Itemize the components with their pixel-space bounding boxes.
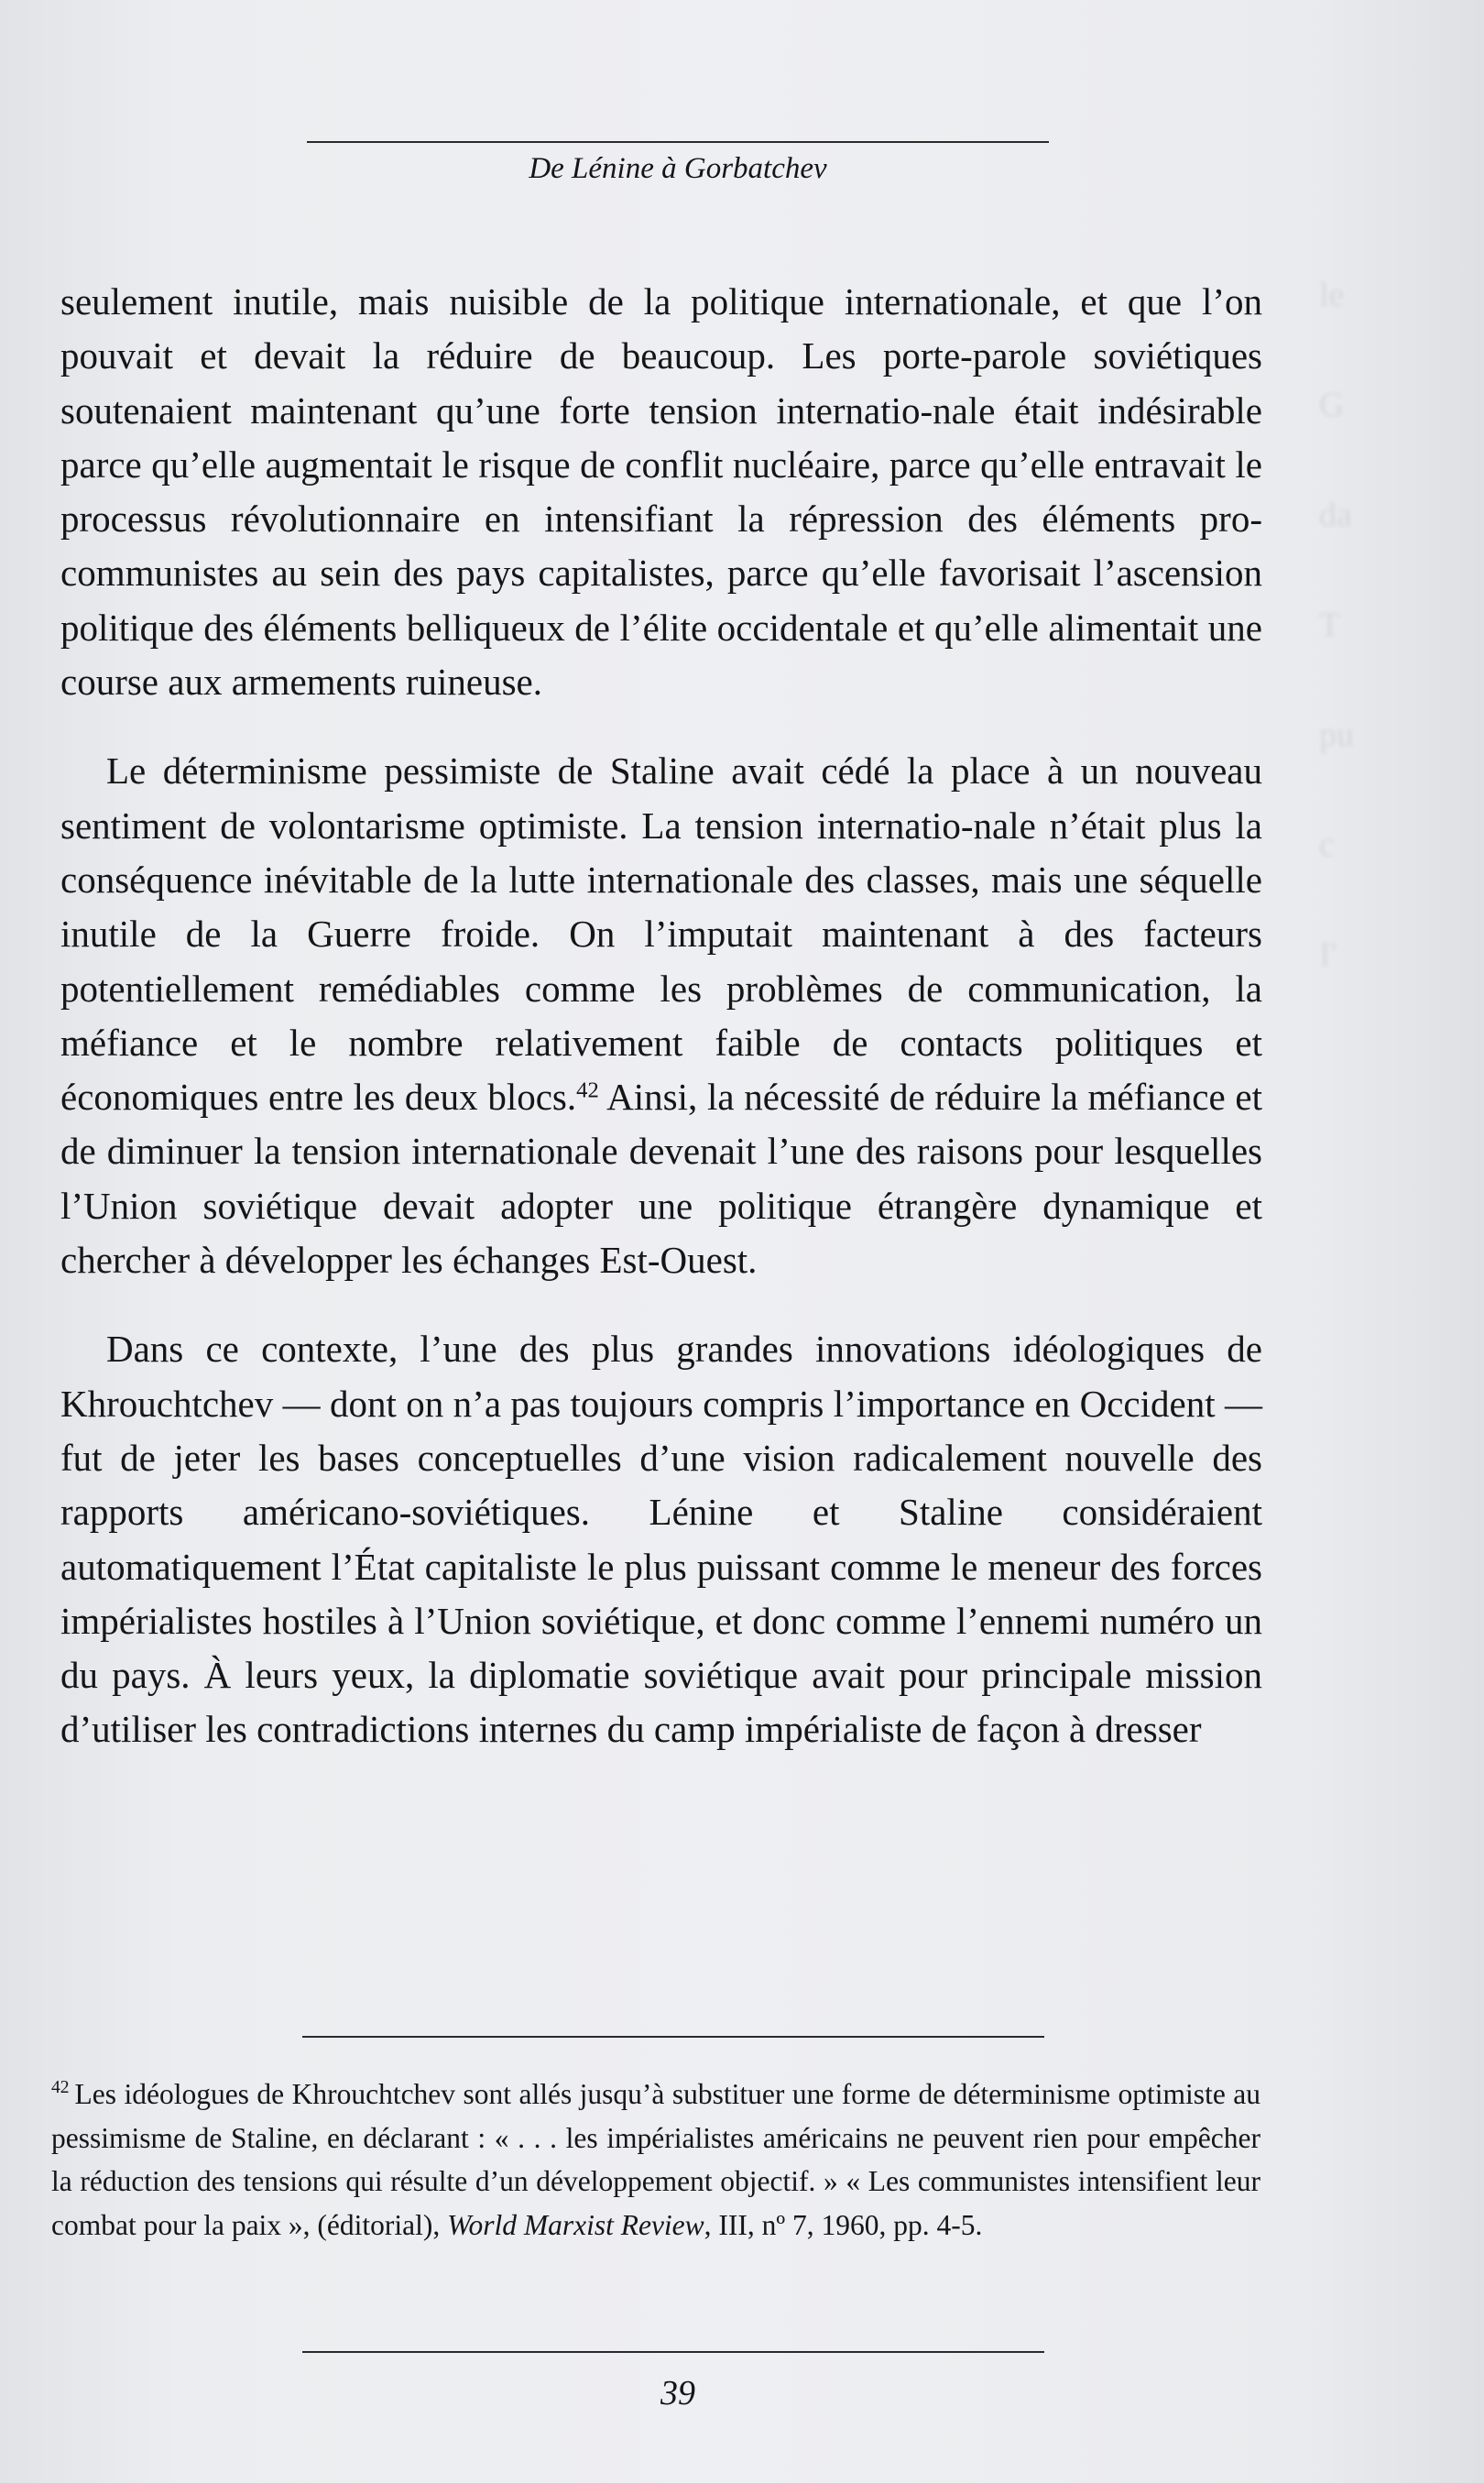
footnote [51,2073,1260,2247]
footnote-text: Les idéologues de Khrouchtchev sont allés jusqu’à substituer une forme de déterminisme optimiste au pessimisme de Staline, en déclarant : « . . . les impérialistes américains ne peuvent rien pour empêcher la réduction des tensions qui résulte d’un développement objectif. » « Les communistes intensifient leur combat pour la paix », (éditorial), [51,2078,1260,2241]
footnote-journal-title: World Marxist Review [447,2208,704,2241]
paragraph-3: Dans ce contexte, l’une des plus grandes innovations idéologiques de Khrouchtchev — dont on n’a pas toujours compris l’importance en Occident — fut de jeter les bases conceptuelles d’une vision radicalement nouvelle des rapports américano-soviétiques. Lénine et Staline considéraient automatiquement l’État capitaliste le plus puissant comme le meneur des forces impérialistes hostiles à l’Union soviétique, et donc comme l’ennemi numéro un du pays. À leurs yeux, la diplomatie soviétique avait pour principale mission d’utiliser les contradictions internes du camp impérialiste de façon à dresser [60,1328,1262,1751]
show-through-text: le G da T pu c I' [1319,276,1354,974]
body-text [60,275,1262,1792]
footnote-number: 42 [51,2078,70,2098]
footnote-citation: , III, nº 7, 1960, pp. 4-5. [704,2208,983,2241]
footer-rule [302,2351,1044,2353]
footnote-rule [302,2036,1044,2038]
paragraph-2-text-continued: Ainsi, la nécessité de réduire la méfiance et de diminuer la tension internationale devenait l’une des raisons pour lesquelles l’Union soviétique devait adopter une politique étrangère dynamique et chercher à développer les échanges Est-Ouest. [60,1076,1262,1282]
header-rule [307,141,1049,143]
running-head: De Lénine à Gorbatchev [529,152,827,185]
footnote-reference: 42 [576,1077,599,1103]
paragraph-2-text: Le déterminisme pessimiste de Staline avait cédé la place à un nouveau sentiment de volontarisme optimiste. La tension internatio-nale n’était plus la conséquence inévitable de la lutte internationale des classes, mais une séquelle inutile de la Guerre froide. On l’imputait maintenant à des facteurs potentiellement remédiables comme les problèmes de communication, la méfiance et le nombre relativement faible de contacts politiques et économiques entre les deux blocs. [60,749,1262,1119]
paragraph-2 [60,744,1262,1287]
paragraph-1: seulement inutile, mais nuisible de la politique internationale, et que l’on pouvait et devait la réduire de beaucoup. Les porte-parole soviétiques soutenaient maintenant qu’une forte tension internatio-nale était indésirable parce qu’elle augmentait le risque de conflit nucléaire, parce qu’elle entravait le processus révolutionnaire en intensifiant la répression des éléments pro-communistes au sein des pays capitalistes, parce qu’elle favorisait l’ascension politique des éléments belliqueux de l’élite occidentale et qu’elle alimentait une course aux armements ruineuse. [60,280,1262,704]
page-number: 39 [660,2374,695,2412]
